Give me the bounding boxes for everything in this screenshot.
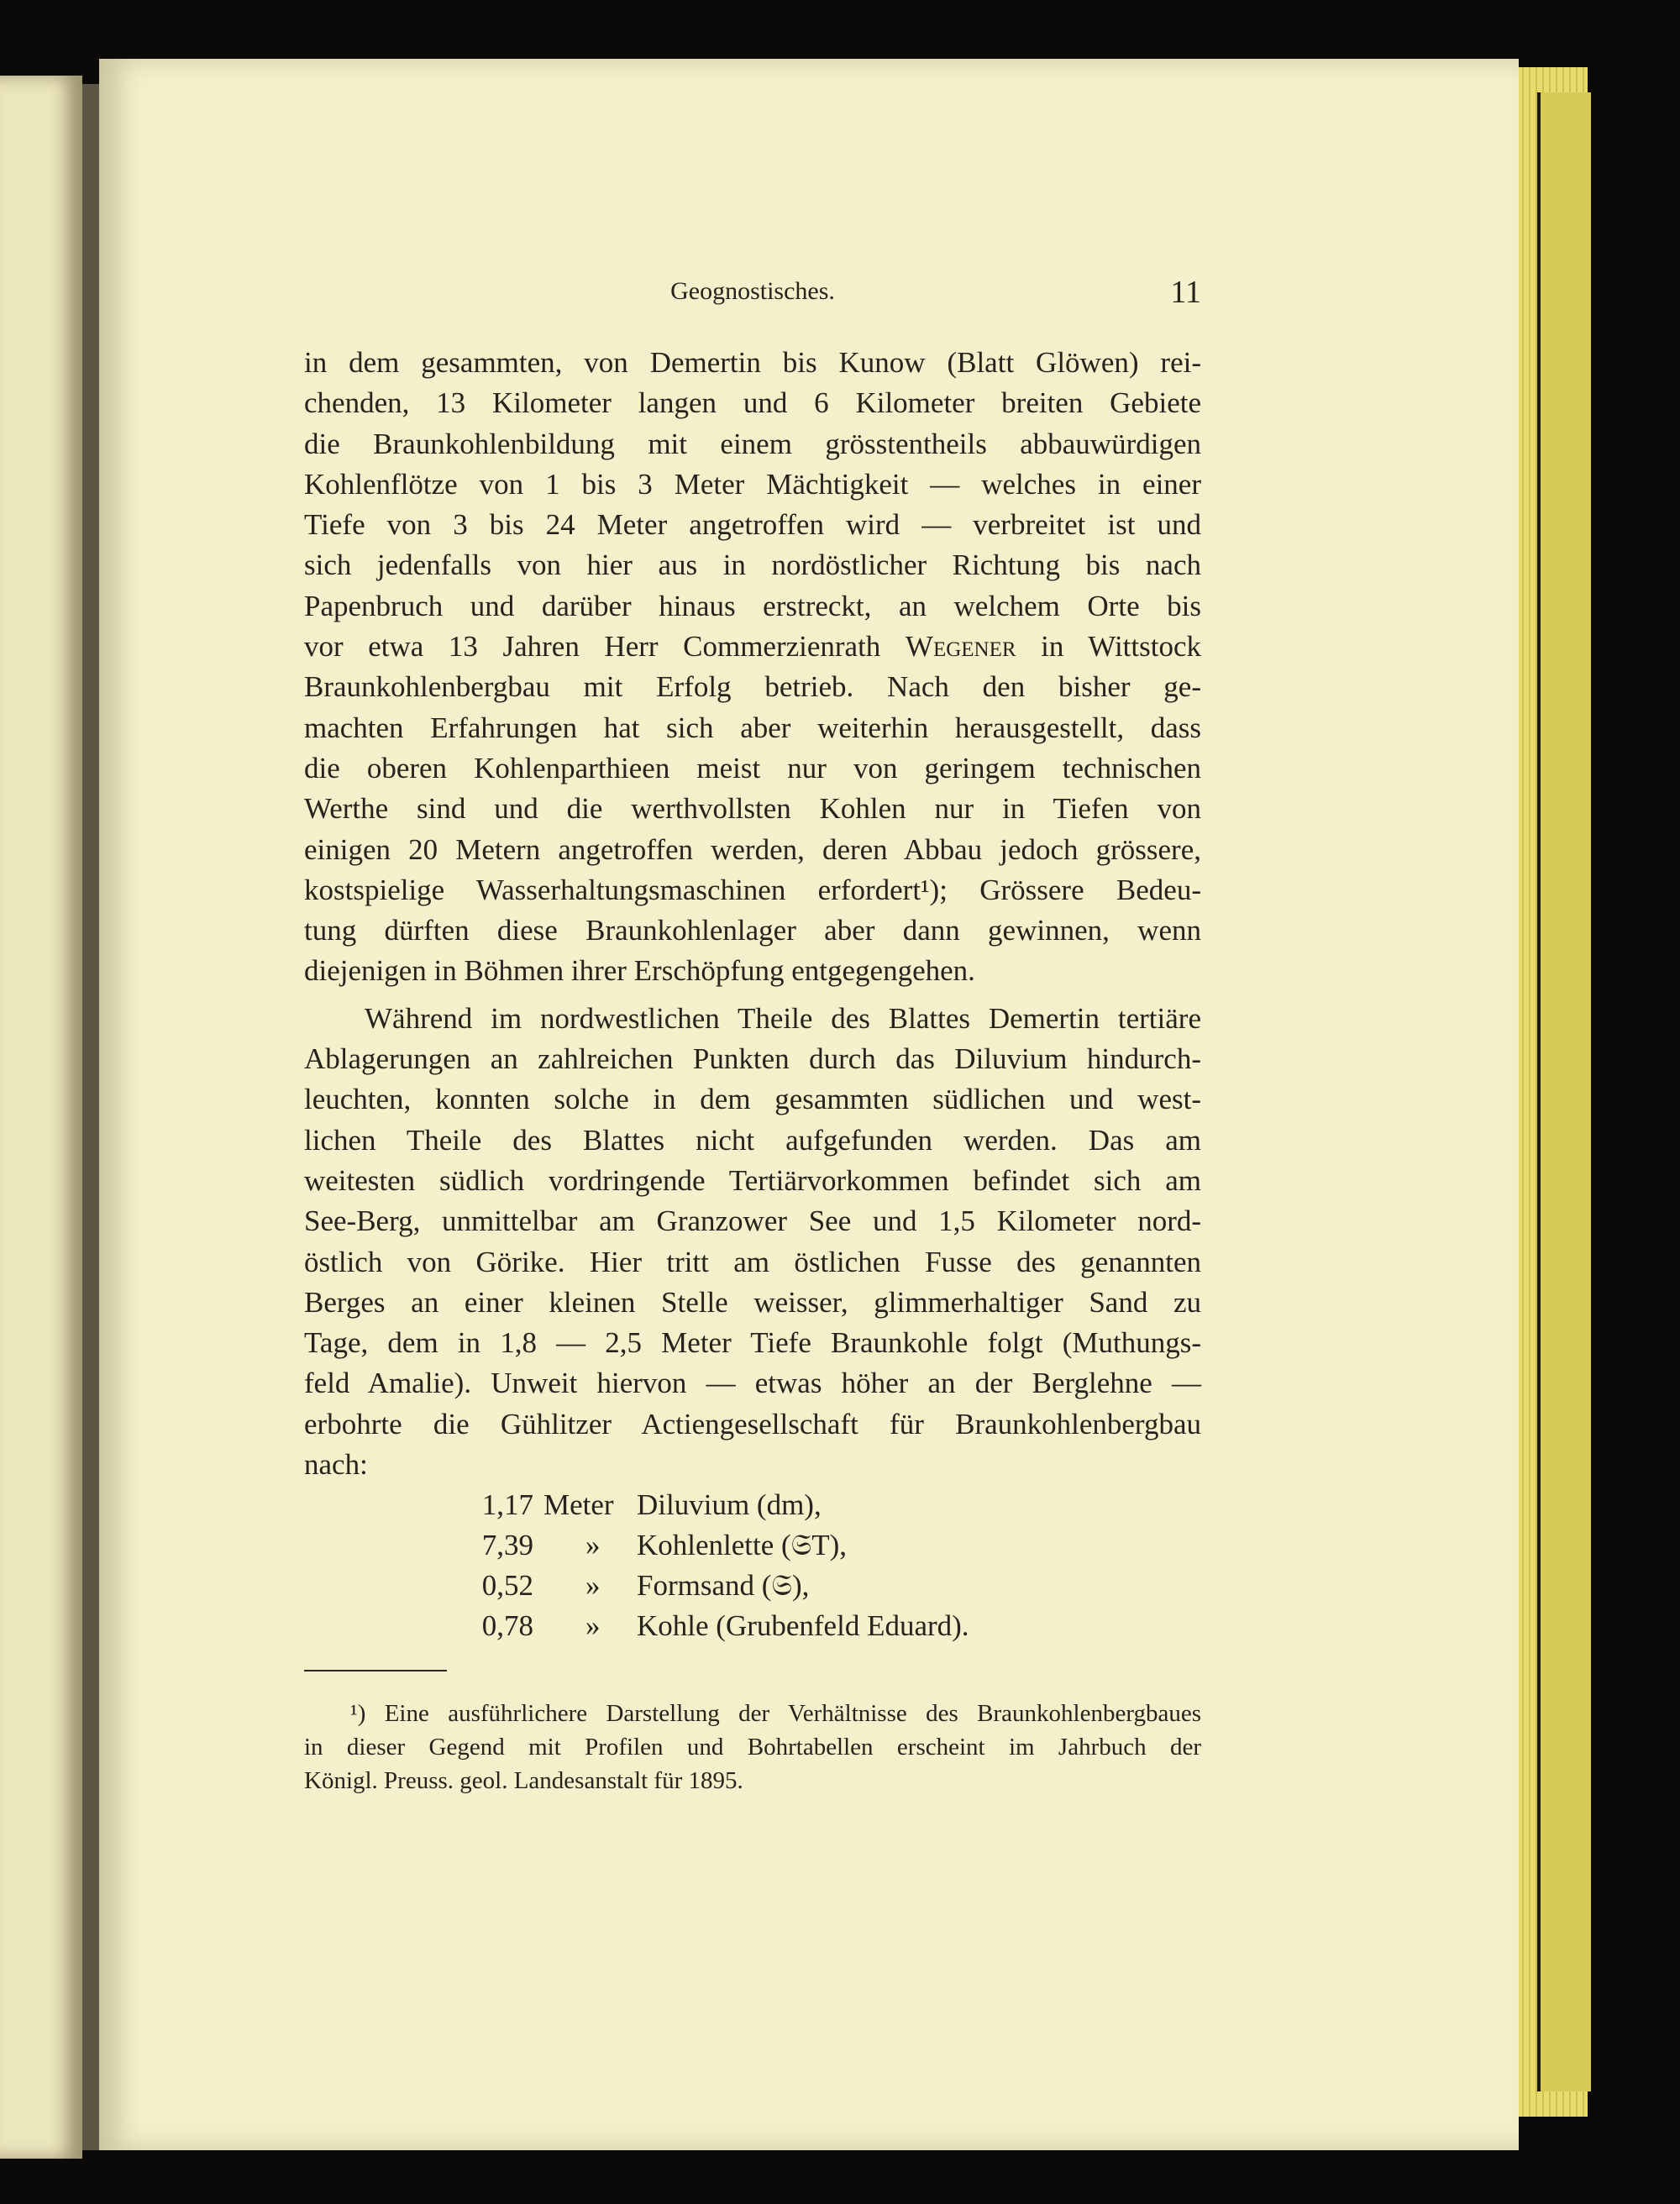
book-gutter — [82, 84, 101, 2150]
text-line: in dem gesammten, von Demertin bis Kunow (Blatt Glöwen) rei- — [304, 346, 1201, 379]
footnote-line: Königl. Preuss. geol. Landesanstalt für 1895. — [304, 1767, 743, 1794]
running-title: Geognostisches. — [670, 277, 835, 305]
paragraph — [304, 999, 1201, 1486]
text-line: die oberen Kohlenparthieen meist nur von geringem technischen — [304, 751, 1201, 785]
text-line: östlich von Görike. Hier tritt am östlichen Fusse des genannten — [304, 1245, 1201, 1278]
footnote — [304, 1697, 1201, 1797]
text-line: See-Berg, unmittelbar am Granzower See und 1,5 Kilometer nord- — [304, 1204, 1201, 1238]
thickness-value: 0,78 — [481, 1609, 533, 1642]
text-line: Ablagerungen an zahlreichen Punkten durch das Diluvium hindurch- — [304, 1042, 1201, 1076]
footnote-line: in dieser Gegend mit Profilen und Bohrtabellen erscheint im Jahrbuch der — [304, 1734, 1201, 1761]
text-line: Papenbruch und darüber hinaus erstreckt, an welchem Orte bis — [304, 589, 1201, 622]
footnote-line: ¹) Eine ausführlichere Darstellung der Verhältnisse des Braunkohlenbergbaues — [350, 1700, 1201, 1727]
book-cover-edge — [1537, 92, 1591, 2091]
layer-description: Kohle (Grubenfeld Eduard). — [637, 1609, 969, 1642]
table-row — [475, 1606, 1231, 1646]
table-row — [475, 1525, 1231, 1566]
text-line: lichen Theile des Blattes nicht aufgefunden werden. Das am — [304, 1123, 1201, 1157]
text-line: machten Erfahrungen hat sich aber weiterhin herausgestellt, dass — [304, 711, 1201, 744]
text-line: diejenigen in Böhmen ihrer Erschöpfung entgegengehen. — [304, 954, 975, 988]
text-line: vor etwa 13 Jahren Herr Commerzienrath Wegener in Wittstock — [304, 630, 1201, 664]
text-line: einigen 20 Metern angetroffen werden, deren Abbau jedoch grössere, — [304, 832, 1201, 866]
text-line: Braunkohlenbergbau mit Erfolg betrieb. Nach den bisher ge- — [304, 670, 1201, 704]
text-line: Tiefe von 3 bis 24 Meter angetroffen wird — verbreitet ist und — [304, 508, 1201, 542]
layer-description: Kohlenlette (𝔖T), — [637, 1529, 848, 1561]
text-line: nach: — [304, 1448, 368, 1482]
layer-description: Diluvium (dm), — [637, 1488, 822, 1521]
paragraph — [304, 343, 1201, 992]
layer-description: Formsand (𝔖), — [637, 1569, 810, 1602]
unit: » — [585, 1609, 601, 1642]
text-line: feld Amalie). Unweit hiervon — etwas höher an der Berglehne — — [304, 1367, 1201, 1400]
text-line: Kohlenflötze von 1 bis 3 Meter Mächtigkeit — welches in einer — [304, 467, 1201, 501]
text-line: tung dürften diese Braunkohlenlager aber dann gewinnen, wenn — [304, 914, 1201, 947]
page-header — [304, 277, 1201, 314]
table-row — [475, 1566, 1231, 1606]
unit: Meter — [543, 1488, 614, 1521]
thickness-value: 1,17 — [481, 1488, 533, 1521]
footnote-rule — [304, 1670, 447, 1671]
thickness-value: 7,39 — [481, 1529, 533, 1561]
text-line: erbohrte die Gühlitzer Actiengesellschaft für Braunkohlenbergbau — [304, 1407, 1201, 1440]
body-text — [304, 343, 1201, 1485]
thickness-value: 0,52 — [481, 1569, 533, 1602]
text-line: die Braunkohlenbildung mit einem grösstentheils abbauwürdigen — [304, 427, 1201, 460]
text-line: Werthe sind und die werthvollsten Kohlen nur in Tiefen von — [304, 792, 1201, 826]
text-line: chenden, 13 Kilometer langen und 6 Kilometer breiten Gebiete — [304, 386, 1201, 420]
unit: » — [585, 1569, 601, 1602]
text-line: Tage, dem in 1,8 — 2,5 Meter Tiefe Braunkohle folgt (Muthungs- — [304, 1326, 1201, 1360]
text-line: weitesten südlich vordringende Tertiärvorkommen befindet sich am — [304, 1163, 1201, 1197]
text-line: Während im nordwestlichen Theile des Blattes Demertin tertiäre — [365, 1001, 1201, 1035]
bore-profile-table — [475, 1485, 1231, 1646]
facing-page-edge — [0, 76, 82, 2159]
table-row — [475, 1485, 1231, 1525]
text-line: kostspielige Wasserhaltungsmaschinen erfordert¹); Grössere Bedeu- — [304, 873, 1201, 906]
text-line: Berges an einer kleinen Stelle weisser, glimmerhaltiger Sand zu — [304, 1285, 1201, 1319]
text-line: sich jedenfalls von hier aus in nordöstlicher Richtung bis nach — [304, 548, 1201, 582]
person-name: Wegener — [905, 630, 1016, 664]
text-line: leuchten, konnten solche in dem gesammten südlichen und west- — [304, 1083, 1201, 1116]
page-number: 11 — [1170, 275, 1201, 310]
unit: » — [585, 1529, 601, 1561]
